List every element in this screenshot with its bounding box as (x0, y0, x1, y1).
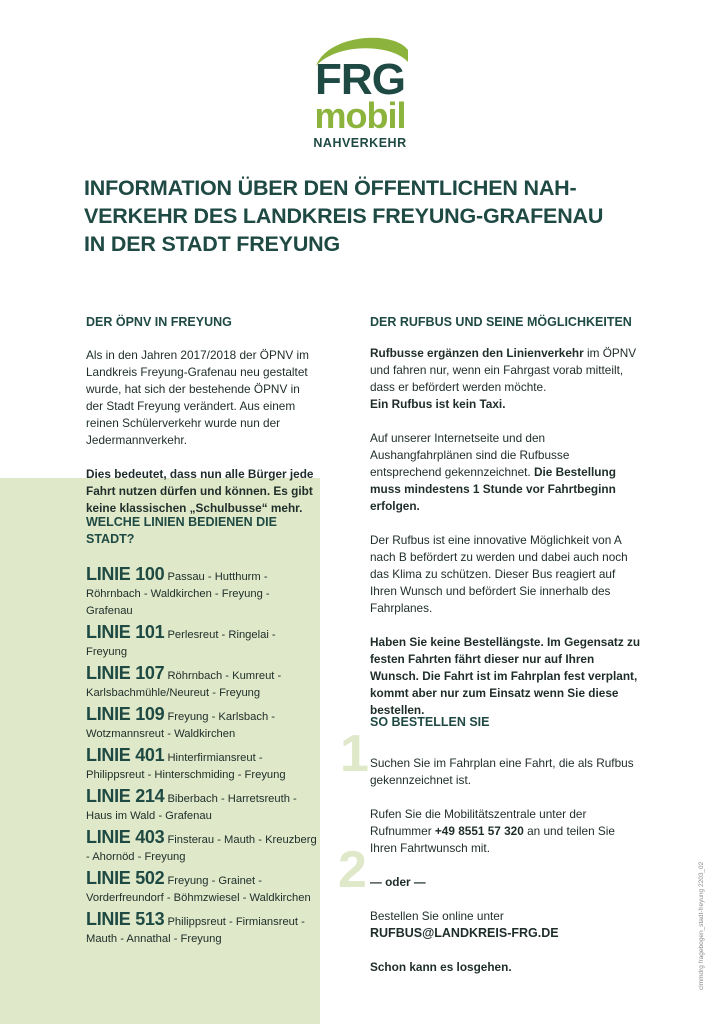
section-linien (86, 514, 318, 952)
line-item (86, 566, 318, 620)
line-number: LINIE 513 (86, 909, 165, 929)
line-item (86, 911, 318, 948)
rufbus-no-taxi: Ein Rufbus ist kein Taxi. (370, 397, 506, 411)
line-route: Philippsreut - Firmiansreut - Mauth - Annathal - Freyung (86, 916, 305, 945)
para-oepnv-2: Dies bedeutet, dass nun alle Bürger jede Fahrt nutzen dürfen und können. Es gibt keine klassischen „Schulbusse“ mehr. (86, 467, 314, 515)
oder-divider: — oder — (370, 875, 426, 889)
closing-text: Schon kann es losgehen. (370, 960, 512, 974)
page-title (84, 174, 664, 258)
line-number: LINIE 100 (86, 564, 165, 584)
line-number: LINIE 101 (86, 622, 165, 642)
line-number: LINIE 109 (86, 704, 165, 724)
line-route: Röhrnbach - Kumreut - Karlsbachmühle/Neureut - Freyung (86, 670, 282, 699)
step1-text: Suchen Sie im Fahrplan eine Fahrt, die als Rufbus gekennzeichnet ist. (370, 756, 634, 787)
line-item (86, 788, 318, 825)
line-number: LINIE 502 (86, 868, 165, 888)
online-text: Bestellen Sie online unter (370, 909, 504, 923)
heading-rufbus: DER RUFBUS UND SEINE MÖGLICHKEITEN (370, 315, 632, 329)
section-bestellen (370, 714, 642, 976)
line-number: LINIE 107 (86, 663, 165, 683)
section-rufbus (370, 314, 642, 719)
rufbus-aushang-text: Auf unserer Internetseite und den Aushangfahrplänen sind die Rufbusse entsprechend gekennzeichnet. (370, 431, 570, 479)
title-line-3: IN DER STADT FREYUNG (84, 232, 340, 256)
line-number: LINIE 401 (86, 745, 165, 765)
line-item (86, 706, 318, 743)
line-route: Freyung - Karlsbach - Wotzmannsreut - Waldkirchen (86, 711, 276, 740)
heading-oepnv: DER ÖPNV IN FREYUNG (86, 315, 232, 329)
title-line-2: VERKEHR DES LANDKREIS FREYUNG-GRAFENAU (84, 204, 604, 228)
line-item (86, 665, 318, 702)
heading-bestellen: SO BESTELLEN SIE (370, 715, 490, 729)
phone-pre: Rufen Sie die Mobilitätszentrale unter der Rufnummer (370, 807, 587, 838)
heading-linien: WELCHE LINIEN BEDIENEN DIE STADT? (86, 515, 277, 546)
logo-mobil: mobil (314, 95, 406, 136)
line-item (86, 624, 318, 661)
para-rufbus-2 (370, 430, 642, 515)
logo-frg: FRG (315, 55, 405, 104)
para-rufbus-3: Der Rufbus ist eine innovative Möglichkeit von A nach B befördert zu werden und dabei auch noch das Klima zu schützen. Dieser Bus reagiert auf Ihren Wunsch und befördert Sie innerhalb des Fahrplanes. (370, 533, 628, 615)
line-item (86, 829, 318, 866)
step-number-1: 1 (340, 725, 369, 783)
email-link[interactable]: RUFBUS@LANDKREIS-FRG.DE (370, 926, 559, 940)
line-number: LINIE 403 (86, 827, 165, 847)
para-oepnv-1: Als in den Jahren 2017/2018 der ÖPNV im Landkreis Freyung-Grafenau neu gestaltet wurde, hat sich der bestehende ÖPNV in der Stadt Freyung verändert. Aus einem reinen Schülerverkehr wurde nun der Jedermannverkehr. (86, 348, 309, 447)
line-route: Passau - Hutthurm - Röhrnbach - Waldkirchen - Freyung - Grafenau (86, 571, 270, 617)
title-line-1: INFORMATION ÜBER DEN ÖFFENTLICHEN NAH- (84, 176, 577, 200)
line-route: Perlesreut - Ringelai - Freyung (86, 629, 276, 658)
rufbus-bestellung-bold: Die Bestellung muss mindestens 1 Stunde vor Fahrtbeginn erfolgen. (370, 465, 616, 513)
line-route: Biberbach - Harretsreuth - Haus im Wald - Grafenau (86, 793, 297, 822)
frg-mobil-logo (308, 28, 420, 158)
section-oepnv (86, 314, 318, 517)
rufbus-intro-bold: Rufbusse ergänzen den Linienverkehr (370, 346, 584, 360)
line-route: Freyung - Grainet - Vorderfreundorf - Böhmzwiesel - Waldkirchen (86, 875, 311, 904)
para-rufbus-1 (370, 345, 642, 413)
line-route: Hinterfirmiansreut - Philippsreut - Hinterschmiding - Freyung (86, 752, 286, 781)
step-number-2: 2 (338, 841, 367, 899)
para-rufbus-4: Haben Sie keine Bestellängste. Im Gegensatz zu festen Fahrten fährt dieser nur auf Ihren Wunsch. Die Fahrt ist im Fahrplan fest verplant, kommt aber nur zum Einsatz wenn Sie diese bestellen. (370, 635, 641, 717)
line-number: LINIE 214 (86, 786, 165, 806)
phone-number[interactable]: +49 8551 57 320 (434, 824, 524, 838)
line-route: Finsterau - Mauth - Kreuzberg - Ahornöd - Freyung (86, 834, 317, 863)
line-item (86, 870, 318, 907)
step1-phone-text (370, 806, 642, 857)
phone-post: an und teilen Sie Ihren Fahrtwunsch mit. (370, 824, 615, 855)
lines-list (86, 566, 318, 948)
rufbus-intro-text: im ÖPNV und fahren nur, wenn ein Fahrgast vorab mitteilt, dass er befördert werden möchte. (370, 346, 637, 394)
logo-subtitle: NAHVERKEHR (313, 136, 407, 150)
side-note: clmmdrg fragebogen_stadt-freyung 2203_02 (698, 861, 705, 990)
line-item (86, 747, 318, 784)
